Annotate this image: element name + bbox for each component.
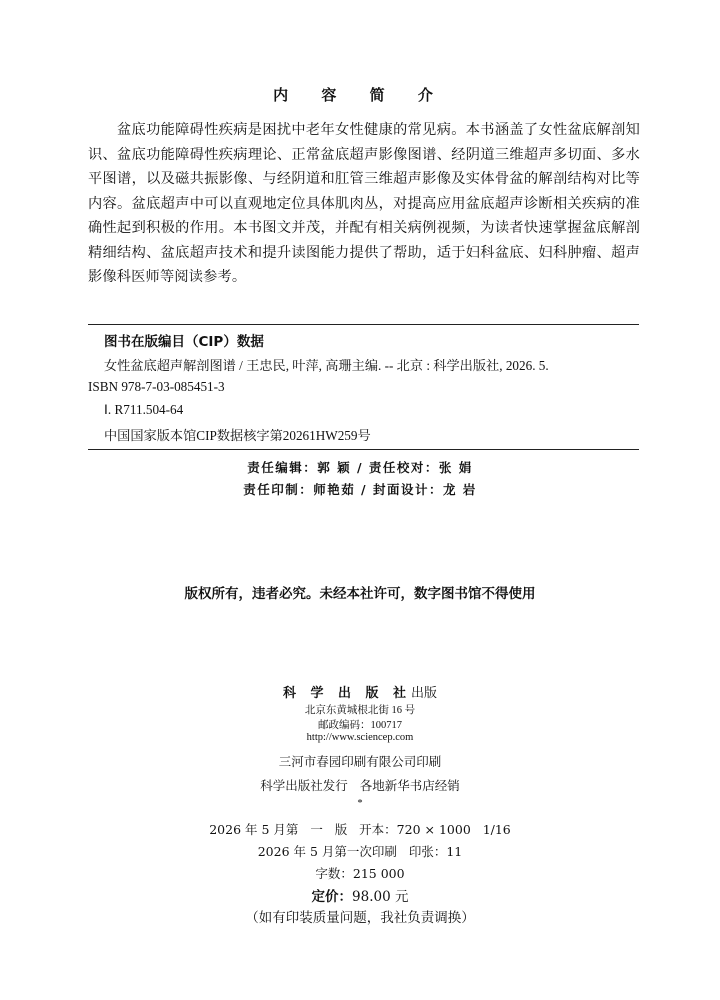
printer-line: 三河市春园印刷有限公司印刷 [278, 754, 442, 769]
price-line [0, 885, 720, 905]
cip-classification: Ⅰ. R711.504-64 [104, 402, 184, 417]
price-value: 98.00 元 [352, 889, 409, 905]
publisher-line [0, 682, 720, 701]
publisher-postcode: 邮政编码：100717 [318, 720, 402, 731]
cip-citation: 女性盆底超声解剖图谱 / 王忠民, 叶萍, 高珊主编. -- 北京 : 科学出版社, 2026. 5. [104, 358, 549, 373]
copyright-notice: 版权所有，违者必究。未经本社许可，数字图书馆不得使用 [184, 586, 536, 602]
cip-isbn: ISBN 978-7-03-085451-3 [88, 379, 225, 394]
publisher-website: http://www.sciencep.com [306, 732, 414, 743]
cip-heading: 图书在版编目（CIP）数据 [104, 334, 264, 350]
publisher-suffix: 出版 [411, 686, 438, 701]
edition-line: 2026 年 5 月第 一 版 开本：720 × 1000 1/16 [209, 822, 511, 837]
cip-top-rule [88, 324, 639, 325]
distribution-line: 科学出版社发行 各地新华书店经销 [260, 778, 460, 793]
publisher-address: 北京东黄城根北街 16 号 [304, 705, 416, 716]
cip-bottom-rule [88, 449, 639, 450]
price-label: 定价： [311, 889, 353, 905]
editors-line-2: 责任印制：师艳茹 / 封面设计：龙 岩 [243, 482, 477, 497]
word-count: 字数：215 000 [315, 866, 405, 881]
cip-registration: 中国国家版本馆CIP数据核字第20261HW259号 [104, 428, 371, 443]
editors-line-1: 责任编辑：郭 颖 / 责任校对：张 娟 [247, 460, 473, 475]
publisher-name: 科 学 出 版 社 [282, 686, 412, 701]
impression-line: 2026 年 5 月第一次印刷 印张：11 [257, 844, 463, 859]
summary-paragraph: 盆底功能障碍性疾病是困扰中老年女性健康的常见病。本书涵盖了女性盆底解剖知识、盆底功能障碍性疾病理论、正常盆底超声影像图谱、经阴道三维超声多切面、多水平图谱，以及磁共振影像、与经阴道和肛管三维超声影像及实体骨盆的解剖结构对比等内容。盆底超声中可以直观地定位具体肌肉丛，对提高应用盆底超声诊断相关疾病的准确性起到积极的作用。本书图文并茂，并配有相关病例视频，为读者快速掌握盆底解剖精细结构、盆底超声技术和提升读图能力提供了帮助，适于妇科盆底、妇科肿瘤、超声影像科医师等阅读参考。 [88, 122, 640, 285]
separator-star: * [357, 798, 363, 809]
quality-note: （如有印装质量问题，我社负责调换） [245, 910, 475, 926]
page-title: 内 容 简 介 [273, 86, 447, 104]
